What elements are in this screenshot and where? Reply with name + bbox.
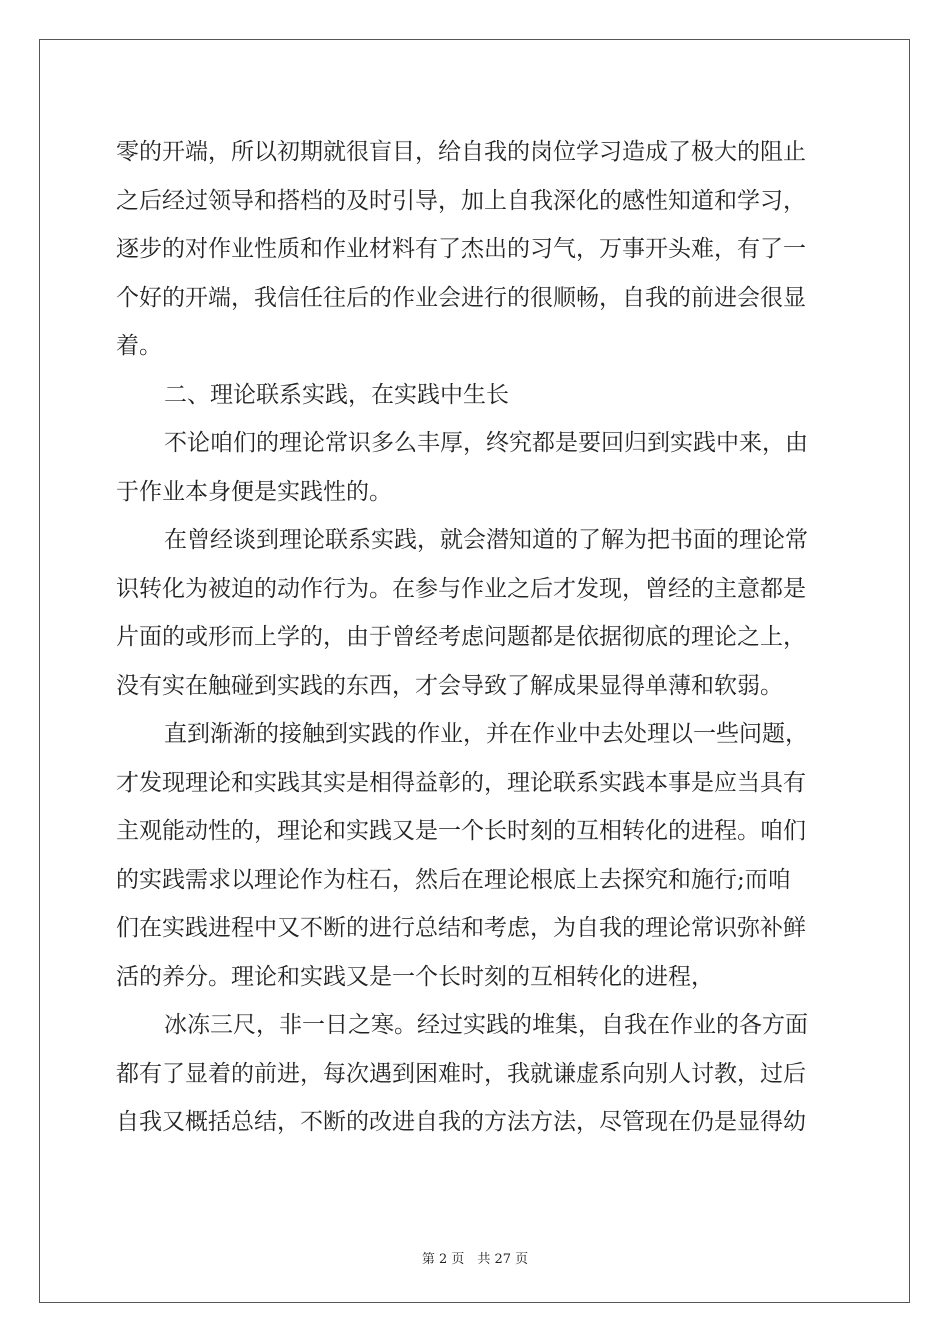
text-line: 没有实在触碰到实践的东西，才会导致了解成果显得单薄和软弱。 (116, 672, 783, 699)
text-line: 零的开端，所以初期就很盲目，给自我的岗位学习造成了极大的阻止 (116, 139, 806, 165)
text-line: 都有了显着的前进，每次遇到困难时，我就谦虚系向别人讨教，过后 (116, 1060, 806, 1087)
text-line: 识转化为被迫的动作行为。在参与作业之后才发现，曾经的主意都是 (116, 575, 806, 602)
text-line: 才发现理论和实践其实是相得益彰的，理论联系实践本事是应当具有 (116, 769, 806, 796)
text-line: 着。 (116, 333, 162, 359)
section-heading: 二、理论联系实践，在实践中生长 (164, 381, 509, 408)
text-line: 个好的开端，我信任往后的作业会进行的很顺畅，自我的前进会很显 (116, 284, 806, 311)
text-line: 在曾经谈到理论联系实践，就会潜知道的了解为把书面的理论常 (164, 527, 808, 553)
document-body (116, 128, 836, 1147)
text-line: 的实践需求以理论作为柱石，然后在理论根底上去探究和施行;而咱 (116, 866, 791, 893)
text-line: 冰冻三尺，非一日之寒。经过实践的堆集，自我在作业的各方面 (164, 1012, 808, 1038)
text-line: 们在实践进程中又不断的进行总结和考虑，为自我的理论常识弥补鲜 (116, 915, 806, 941)
text-line: 活的养分。理论和实践又是一个长时刻的互相转化的进程， (116, 963, 714, 990)
page-number: 第 2 页 共 27 页 (421, 1252, 529, 1267)
text-line: 之后经过领导和搭档的及时引导，加上自我深化的感性知道和学习， (116, 187, 806, 214)
text-line: 不论咱们的理论常识多么丰厚，终究都是要回归到实践中来，由 (164, 430, 808, 456)
text-line: 主观能动性的，理论和实践又是一个长时刻的互相转化的进程。咱们 (116, 818, 806, 844)
text-line: 片面的或形而上学的，由于曾经考虑问题都是依据彻底的理论之上， (116, 624, 806, 650)
text-line: 直到渐渐的接触到实践的作业，并在作业中去处理以一些问题， (164, 721, 808, 747)
text-line: 自我又概括总结，不断的改进自我的方法方法，尽管现在仍是显得幼 (116, 1109, 806, 1135)
text-line: 于作业本身便是实践性的。 (116, 478, 392, 505)
text-line: 逐步的对作业性质和作业材料有了杰出的习气，万事开头难，有了一 (116, 236, 806, 262)
